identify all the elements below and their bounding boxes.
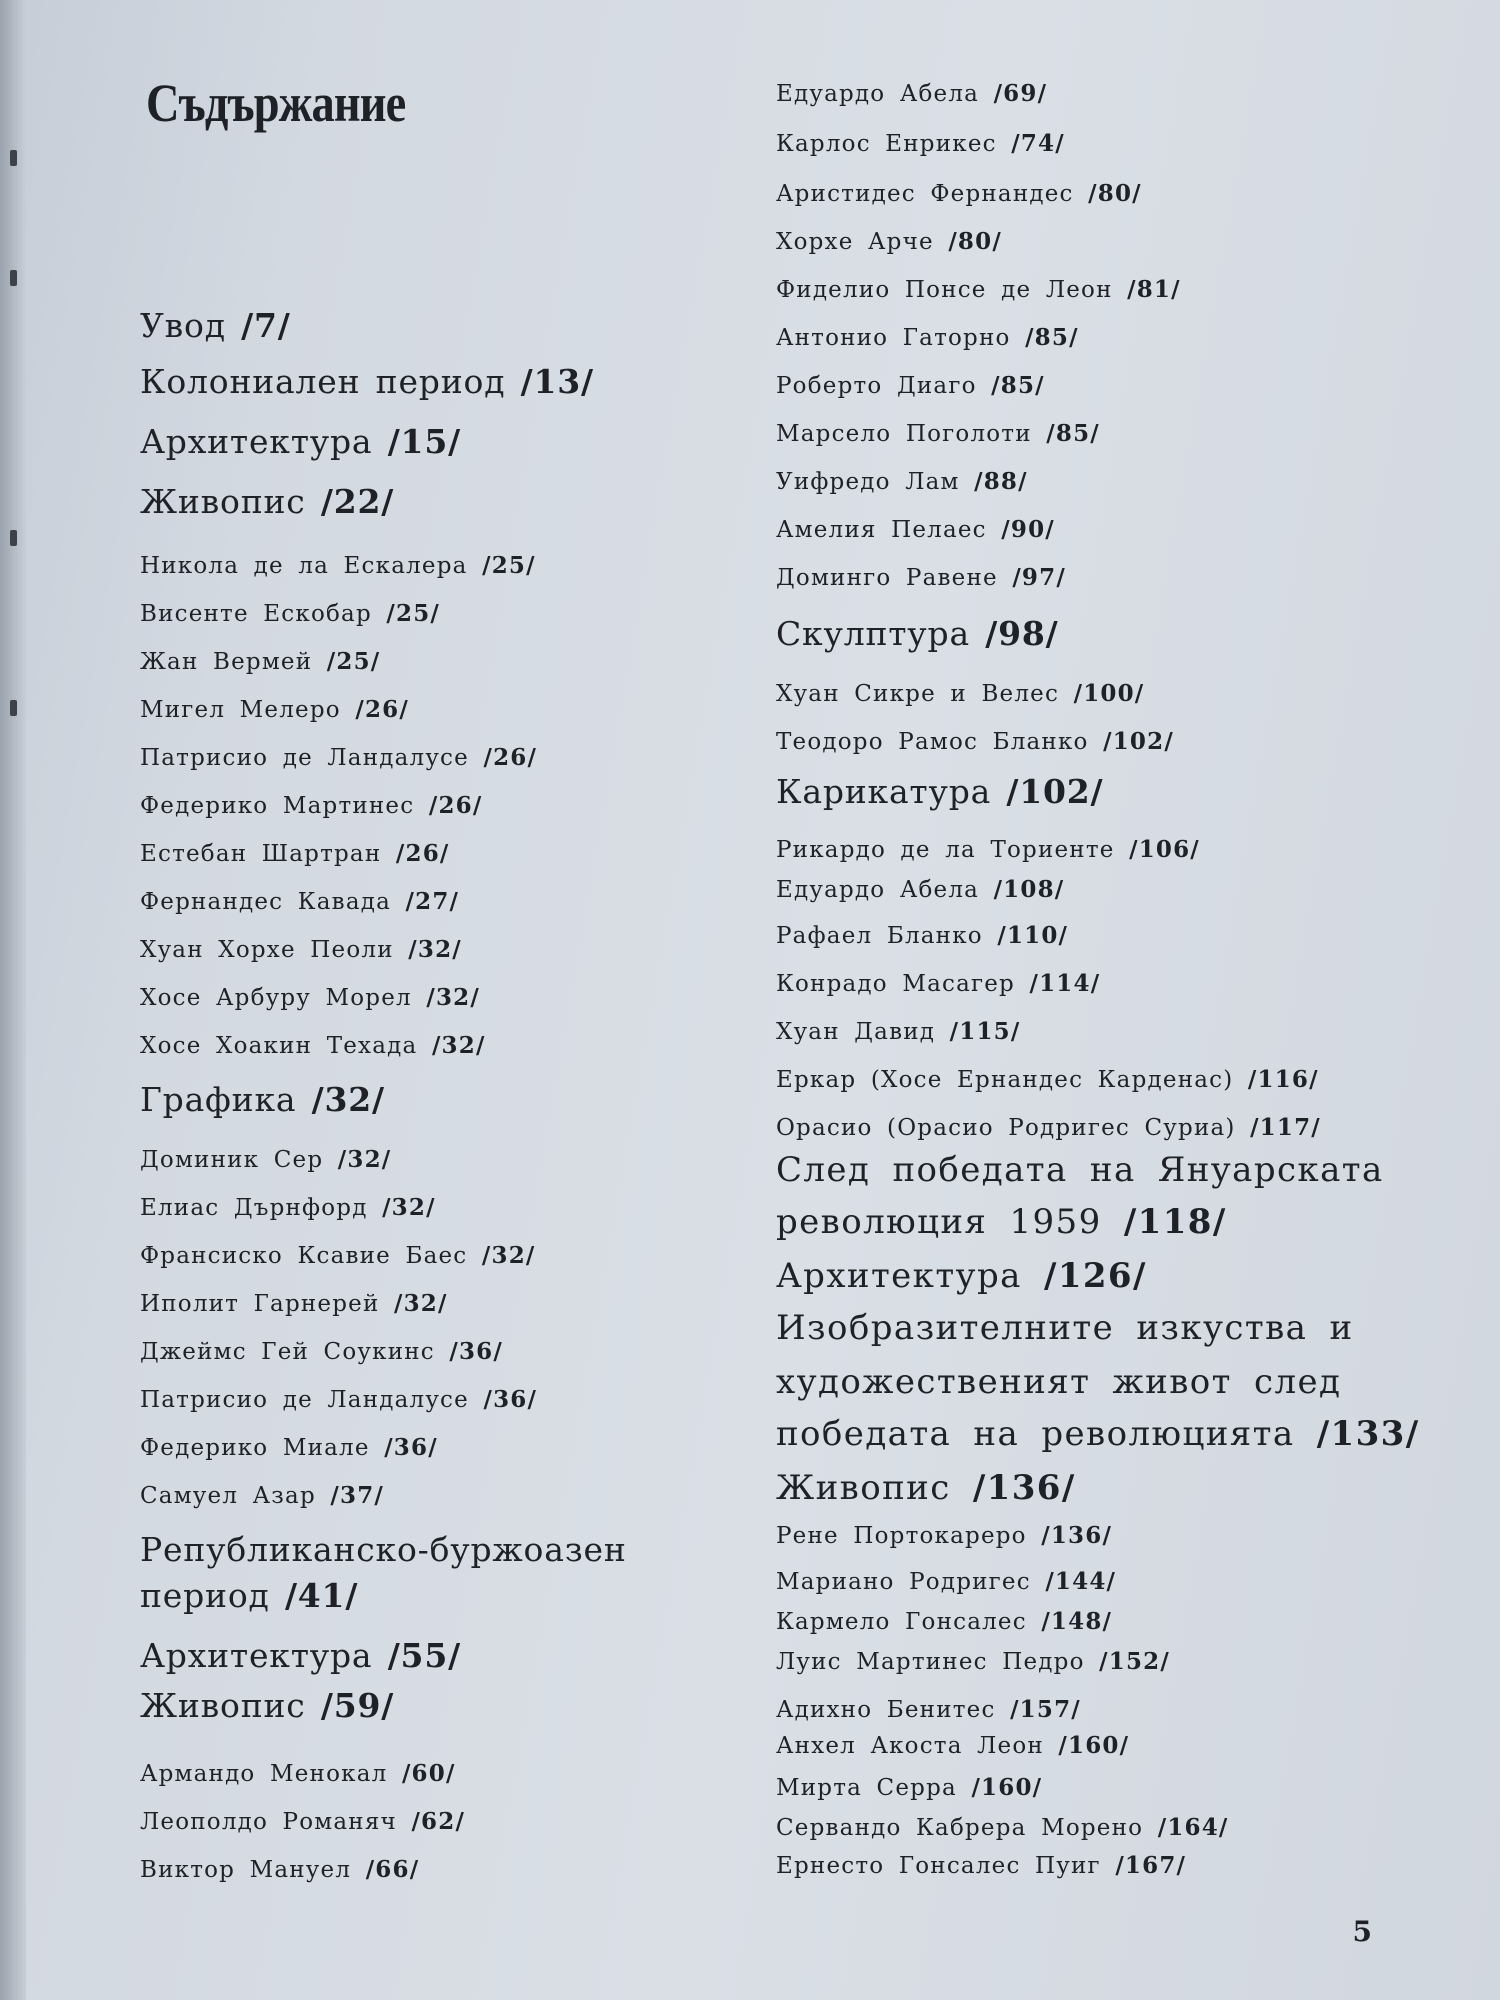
toc-entry — [776, 1114, 1321, 1141]
page-number: 5 — [1352, 1915, 1372, 1948]
toc-entry-title: Рене Портокареро — [776, 1523, 1027, 1549]
toc-entry-title: победата на революцията — [776, 1414, 1295, 1454]
toc-page-ref: /98/ — [985, 614, 1059, 653]
toc-entry — [140, 1760, 456, 1787]
toc-entry-title: революция 1959 — [776, 1202, 1102, 1242]
toc-entry-title: Архитектура — [140, 422, 373, 461]
toc-entry-title: Джеймс Гей Соукинс — [140, 1339, 435, 1365]
toc-entry-title: Доминго Равене — [776, 565, 998, 591]
toc-entry — [776, 228, 1002, 255]
toc-entry-title: Фиделио Понсе де Леон — [776, 277, 1113, 303]
toc-entry — [140, 552, 536, 579]
toc-entry-title: Мариано Родригес — [776, 1569, 1031, 1595]
toc-page-ref: /25/ — [326, 648, 381, 675]
toc-entry-title: Елиас Дърнфорд — [140, 1195, 368, 1221]
toc-entry-title: Амелия Пелаес — [776, 517, 987, 543]
toc-entry — [776, 1774, 1042, 1801]
toc-entry-title: Федерико Миале — [140, 1435, 370, 1461]
toc-entry-title: Висенте Ескобар — [140, 601, 372, 627]
toc-entry-title: Орасио (Орасио Родригес Суриа) — [776, 1115, 1236, 1141]
toc-entry-title: Едуардо Абела — [776, 877, 980, 903]
toc-entry-title: художественият живот след — [776, 1362, 1342, 1402]
toc-entry — [140, 1032, 486, 1059]
toc-entry-title: Колониален период — [140, 362, 506, 401]
toc-entry — [140, 1194, 436, 1221]
toc-entry-title: Еркар (Хосе Ернандес Карденас) — [776, 1067, 1234, 1093]
toc-page-ref: /90/ — [1001, 516, 1055, 543]
toc-page-ref: /32/ — [382, 1194, 436, 1221]
toc-page-ref: /37/ — [330, 1482, 384, 1509]
toc-page-ref: /110/ — [997, 922, 1069, 949]
toc-entry — [140, 1482, 384, 1509]
toc-section-heading — [776, 614, 1058, 653]
toc-page-ref: /126/ — [1044, 1256, 1147, 1296]
toc-page-ref: /26/ — [483, 744, 538, 771]
toc-page-ref: /74/ — [1011, 130, 1065, 157]
toc-entry — [776, 1648, 1170, 1675]
toc-page-ref: /114/ — [1029, 970, 1101, 997]
toc-page-ref: /118/ — [1123, 1202, 1227, 1242]
toc-page-ref: /85/ — [1046, 420, 1100, 447]
toc-entry-title: Изобразителните изкуства и — [776, 1308, 1354, 1348]
toc-entry-title: Мирта Серра — [776, 1775, 957, 1801]
toc-page-ref: /62/ — [411, 1808, 466, 1835]
toc-entry-title: Марсело Поголоти — [776, 421, 1032, 447]
toc-entry-title: Графика — [140, 1080, 297, 1119]
toc-entry — [776, 1852, 1186, 1879]
binding-mark — [10, 700, 17, 716]
toc-entry-title: Естебан Шартран — [140, 841, 382, 867]
toc-entry-title: Хосе Хоакин Техада — [140, 1033, 418, 1059]
toc-entry-title: Аристидес Фернандес — [776, 181, 1074, 207]
toc-page-ref: /81/ — [1127, 276, 1181, 303]
toc-entry — [776, 468, 1028, 495]
toc-section-heading — [776, 1414, 1420, 1454]
toc-entry — [776, 1066, 1319, 1093]
toc-entry-title: Федерико Мартинес — [140, 793, 415, 819]
toc-page-ref: /160/ — [971, 1774, 1043, 1801]
toc-page-ref: /102/ — [1103, 728, 1174, 755]
toc-entry — [776, 1018, 1020, 1045]
toc-entry-title: Сервандо Кабрера Морено — [776, 1815, 1144, 1841]
toc-page-ref: /164/ — [1157, 1814, 1229, 1841]
toc-page-ref: /27/ — [405, 888, 460, 915]
toc-page-ref: /32/ — [408, 936, 462, 963]
toc-entry-title: Републиканско-буржоазен — [140, 1530, 627, 1569]
binding-mark — [10, 270, 17, 286]
toc-entry-title: Архитектура — [776, 1256, 1022, 1296]
toc-page-ref: /36/ — [384, 1434, 438, 1461]
toc-page-ref: /32/ — [311, 1080, 385, 1119]
toc-entry-title: Конрадо Масагер — [776, 971, 1015, 997]
toc-page-ref: /15/ — [387, 422, 461, 461]
book-spine-shadow — [0, 0, 26, 2000]
toc-section-heading — [140, 1576, 358, 1615]
toc-entry — [140, 744, 537, 771]
toc-entry-title: Фернандес Кавада — [140, 889, 392, 915]
toc-page-ref: /36/ — [483, 1386, 538, 1413]
toc-page-ref: /116/ — [1247, 1066, 1319, 1093]
toc-page-ref: /144/ — [1045, 1568, 1117, 1595]
toc-entry — [776, 372, 1045, 399]
toc-page-ref: /7/ — [241, 306, 291, 345]
toc-section-heading — [140, 1080, 385, 1119]
toc-section-heading — [140, 1686, 394, 1725]
toc-page-ref: /160/ — [1058, 1732, 1130, 1759]
toc-page-ref: /80/ — [948, 228, 1002, 255]
toc-page-ref: /133/ — [1316, 1414, 1420, 1454]
toc-entry — [776, 1568, 1116, 1595]
toc-page-ref: /88/ — [974, 468, 1028, 495]
toc-page-ref: /25/ — [482, 552, 536, 579]
toc-page-ref: /66/ — [365, 1856, 420, 1883]
toc-entry-title: Никола де ла Ескалера — [140, 553, 468, 579]
toc-page-ref: /36/ — [449, 1338, 503, 1365]
toc-entry-title: Рафаел Бланко — [776, 923, 983, 949]
toc-page-ref: /25/ — [386, 600, 441, 627]
toc-entry — [776, 516, 1055, 543]
toc-entry — [140, 936, 462, 963]
toc-page-ref: /97/ — [1012, 564, 1066, 591]
toc-page-ref: /115/ — [949, 1018, 1021, 1045]
toc-entry-title: Леополдо Романяч — [140, 1809, 397, 1835]
toc-section-heading — [140, 1636, 461, 1675]
toc-section-heading — [776, 1308, 1354, 1348]
toc-entry-title: Мигел Мелеро — [140, 697, 341, 723]
toc-entry — [140, 792, 482, 819]
toc-entry — [776, 970, 1100, 997]
toc-entry-title: Хуан Сикре и Велес — [776, 681, 1060, 707]
toc-entry-title: Хуан Давид — [776, 1019, 936, 1045]
toc-entry — [776, 276, 1181, 303]
toc-entry — [776, 922, 1068, 949]
toc-page-ref: /85/ — [991, 372, 1045, 399]
toc-entry — [140, 1808, 465, 1835]
toc-entry-title: Анхел Акоста Леон — [776, 1733, 1044, 1759]
toc-entry-title: Карлос Енрикес — [776, 131, 997, 157]
toc-entry-title: Скулптура — [776, 614, 970, 653]
toc-entry-title: Живопис — [140, 482, 306, 521]
toc-entry — [776, 680, 1144, 707]
toc-entry-title: Патрисио де Ландалусе — [140, 745, 469, 771]
toc-entry-title: Луис Мартинес Педро — [776, 1649, 1085, 1675]
toc-entry-title: Доминик Сер — [140, 1147, 324, 1173]
toc-entry — [140, 600, 440, 627]
toc-entry — [140, 840, 450, 867]
toc-entry-title: Рикардо де ла Ториенте — [776, 837, 1115, 863]
toc-page-ref: /59/ — [320, 1686, 395, 1725]
toc-entry — [776, 728, 1174, 755]
toc-page-ref: /85/ — [1025, 324, 1079, 351]
toc-entry — [140, 648, 380, 675]
toc-page-ref: /32/ — [426, 984, 480, 1011]
toc-entry — [776, 420, 1100, 447]
toc-entry — [776, 80, 1047, 107]
toc-entry-title: Едуардо Абела — [776, 81, 980, 107]
toc-entry — [776, 876, 1064, 903]
binding-mark — [10, 150, 17, 166]
toc-entry-title: Жан Вермей — [140, 649, 313, 675]
toc-entry-title: Антонио Гаторно — [776, 325, 1011, 351]
toc-page-ref: /80/ — [1088, 180, 1142, 207]
toc-entry-title: Хуан Хорхе Пеоли — [140, 937, 394, 963]
toc-entry — [140, 696, 409, 723]
toc-page-ref: /26/ — [395, 840, 450, 867]
toc-entry — [140, 1146, 391, 1173]
toc-page-ref: /32/ — [337, 1146, 392, 1173]
toc-page-ref: /100/ — [1073, 680, 1145, 707]
toc-entry-title: период — [140, 1576, 270, 1615]
toc-page-ref: /108/ — [993, 876, 1065, 903]
toc-entry — [776, 324, 1079, 351]
toc-section-heading — [776, 1468, 1076, 1508]
toc-section-heading — [776, 772, 1103, 811]
toc-entry — [776, 180, 1142, 207]
toc-entry-title: Франсиско Ксавие Баес — [140, 1243, 468, 1269]
toc-page-ref: /22/ — [320, 482, 395, 521]
toc-entry-title: Уифредо Лам — [776, 469, 960, 495]
toc-entry-title: Армандо Менокал — [140, 1761, 388, 1787]
toc-section-heading — [776, 1150, 1384, 1190]
toc-page-ref: /32/ — [394, 1290, 448, 1317]
toc-entry-title: Живопис — [140, 1686, 306, 1725]
toc-entry — [776, 1608, 1112, 1635]
toc-entry — [776, 836, 1200, 863]
toc-entry-title: Роберто Диаго — [776, 373, 977, 399]
toc-section-heading — [140, 1530, 627, 1569]
toc-page-ref: /55/ — [387, 1636, 461, 1675]
toc-page-ref: /32/ — [431, 1032, 486, 1059]
toc-page-ref: /13/ — [520, 362, 594, 401]
toc-entry-title: Патрисио де Ландалусе — [140, 1387, 469, 1413]
toc-entry-title: Виктор Мануел — [140, 1857, 352, 1883]
toc-entry-title: Теодоро Рамос Бланко — [776, 729, 1089, 755]
toc-page-ref: /102/ — [1006, 772, 1104, 811]
toc-entry-title: Ернесто Гонсалес Пуиг — [776, 1853, 1101, 1879]
toc-entry-title: Хосе Арбуру Морел — [140, 985, 412, 1011]
toc-page-ref: /41/ — [284, 1576, 359, 1615]
toc-entry — [140, 1338, 503, 1365]
toc-section-heading — [776, 1202, 1227, 1242]
toc-entry-title: Адихно Бенитес — [776, 1697, 996, 1723]
toc-page-ref: /26/ — [355, 696, 409, 723]
toc-page-ref: /106/ — [1129, 836, 1200, 863]
toc-entry — [140, 888, 459, 915]
page-title: Съдържание — [146, 73, 406, 133]
binding-mark — [10, 530, 17, 546]
toc-entry — [140, 1290, 448, 1317]
toc-entry — [776, 1814, 1229, 1841]
toc-page-ref: /60/ — [401, 1760, 456, 1787]
toc-entry-title: Самуел Азар — [140, 1483, 316, 1509]
toc-entry — [140, 1386, 537, 1413]
toc-page-ref: /148/ — [1041, 1608, 1113, 1635]
toc-entry-title: Карикатура — [776, 772, 992, 811]
toc-entry — [776, 1732, 1129, 1759]
toc-section-heading — [776, 1362, 1341, 1402]
toc-page-ref: /117/ — [1250, 1114, 1321, 1141]
toc-entry-title: Хорхе Арче — [776, 229, 934, 255]
toc-entry — [776, 1696, 1081, 1723]
toc-entry-title: Архитектура — [140, 1636, 373, 1675]
toc-entry-title: Иполит Гарнерей — [140, 1291, 380, 1317]
toc-entry — [140, 1856, 419, 1883]
toc-section-heading — [140, 422, 461, 461]
toc-section-heading — [140, 482, 394, 521]
toc-section-heading — [140, 306, 291, 345]
toc-page-ref: /26/ — [428, 792, 483, 819]
toc-entry-title: След победата на Януарската — [776, 1150, 1384, 1190]
toc-page-ref: /167/ — [1115, 1852, 1187, 1879]
toc-page-ref: /136/ — [1041, 1522, 1113, 1549]
toc-page-ref: /136/ — [972, 1468, 1076, 1508]
toc-entry-title: Увод — [140, 306, 226, 345]
toc-entry — [776, 1522, 1112, 1549]
toc-page-ref: /32/ — [481, 1242, 536, 1269]
toc-entry-title: Кармело Гонсалес — [776, 1609, 1027, 1635]
toc-entry — [140, 1242, 536, 1269]
toc-entry — [776, 130, 1065, 157]
toc-page-ref: /152/ — [1099, 1648, 1170, 1675]
toc-section-heading — [776, 1256, 1147, 1296]
toc-page-ref: /157/ — [1010, 1696, 1081, 1723]
toc-page-ref: /69/ — [993, 80, 1048, 107]
toc-entry-title: Живопис — [776, 1468, 951, 1508]
toc-entry — [140, 1434, 438, 1461]
toc-entry — [140, 984, 480, 1011]
toc-entry — [776, 564, 1066, 591]
toc-section-heading — [140, 362, 594, 401]
